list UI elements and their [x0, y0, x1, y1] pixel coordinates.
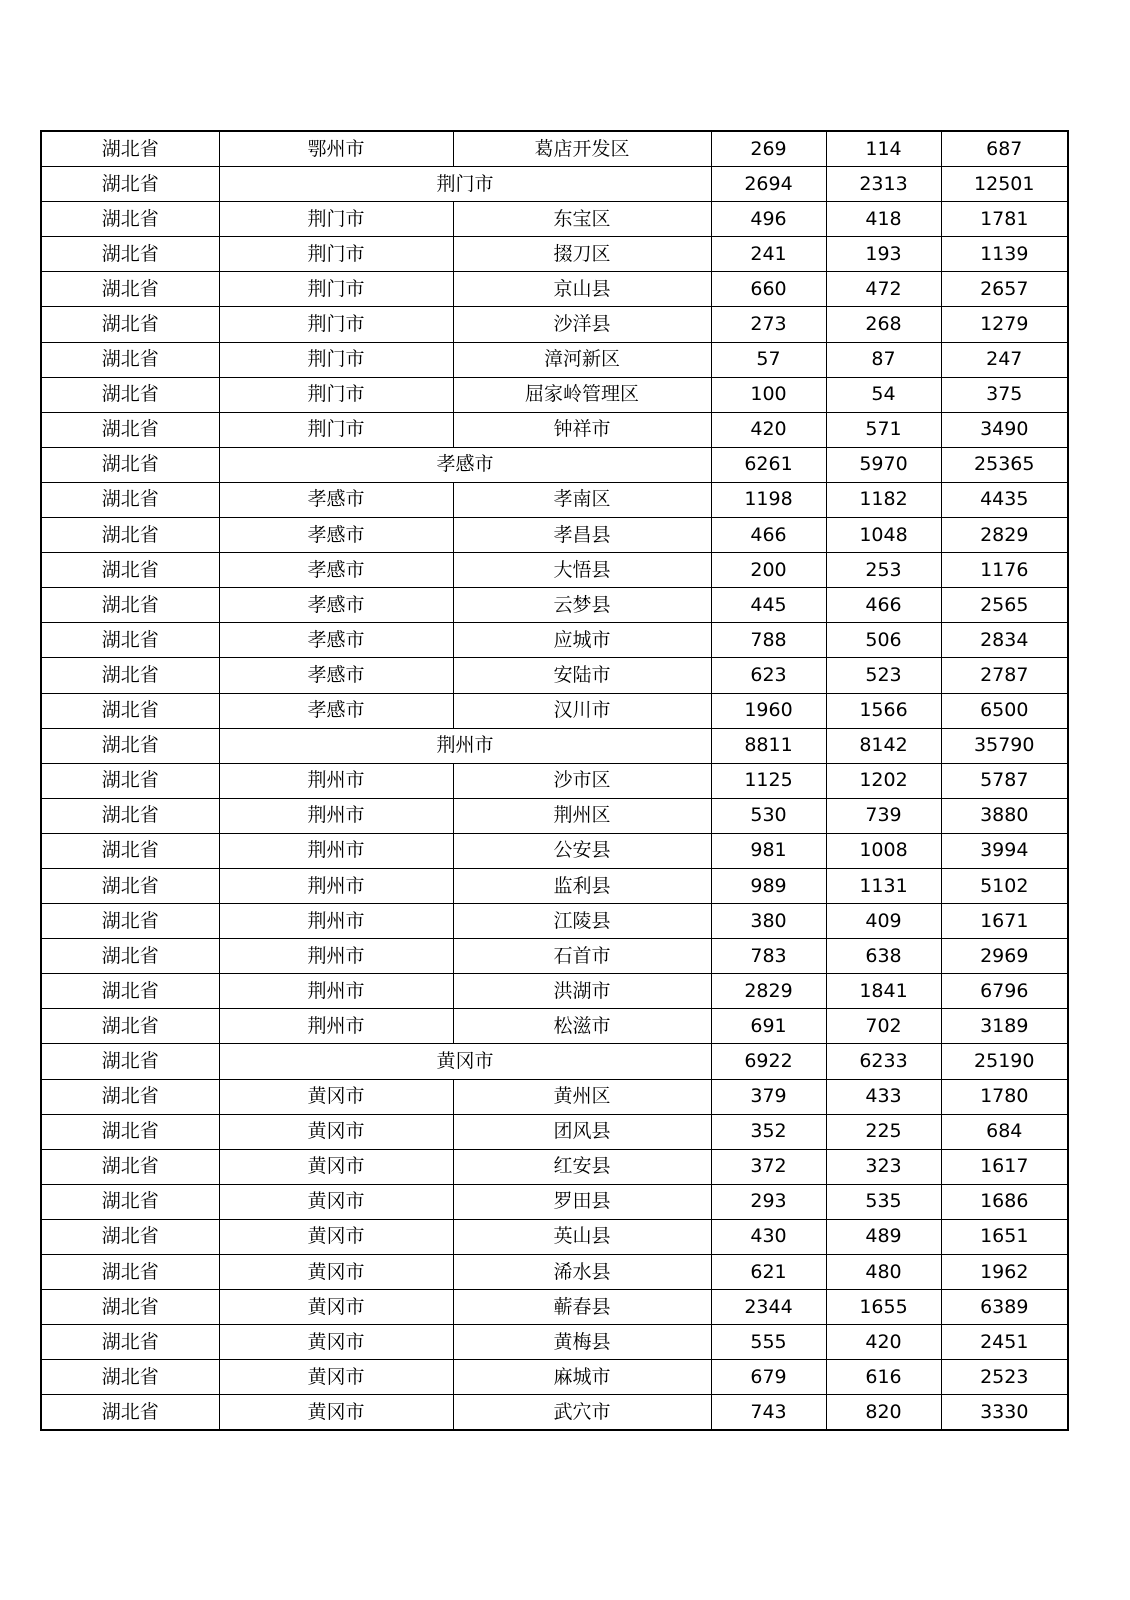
value-3-cell: 2829: [941, 518, 1068, 553]
value-3-cell: 3880: [941, 798, 1068, 833]
province-cell: 湖北省: [41, 131, 219, 167]
city-cell: 荆州市: [219, 904, 453, 939]
city-cell: 黄冈市: [219, 1395, 453, 1431]
city-cell: 孝感市: [219, 518, 453, 553]
district-cell: 黄州区: [453, 1079, 711, 1114]
district-cell: 罗田县: [453, 1184, 711, 1219]
district-cell: 沙市区: [453, 763, 711, 798]
province-cell: 湖北省: [41, 1079, 219, 1114]
value-3-cell: 6500: [941, 693, 1068, 728]
value-1-cell: 445: [711, 588, 826, 623]
province-cell: 湖北省: [41, 1219, 219, 1254]
district-cell: 英山县: [453, 1219, 711, 1254]
value-2-cell: 323: [826, 1149, 941, 1184]
city-cell: 黄冈市: [219, 1360, 453, 1395]
value-3-cell: 3994: [941, 833, 1068, 868]
district-cell: 孝南区: [453, 482, 711, 517]
province-cell: 湖北省: [41, 1009, 219, 1044]
district-cell: 监利县: [453, 868, 711, 903]
value-2-cell: 638: [826, 939, 941, 974]
value-1-cell: 623: [711, 658, 826, 693]
value-3-cell: 5102: [941, 868, 1068, 903]
province-cell: 湖北省: [41, 1184, 219, 1219]
statistics-table: [40, 130, 1069, 1431]
value-3-cell: 1962: [941, 1255, 1068, 1290]
value-3-cell: 2969: [941, 939, 1068, 974]
value-2-cell: 54: [826, 377, 941, 412]
value-3-cell: 35790: [941, 728, 1068, 763]
district-cell: 安陆市: [453, 658, 711, 693]
table-row: [41, 307, 1068, 342]
value-2-cell: 225: [826, 1114, 941, 1149]
district-cell: 葛店开发区: [453, 131, 711, 167]
district-cell: 团风县: [453, 1114, 711, 1149]
district-cell: 钟祥市: [453, 412, 711, 447]
value-3-cell: 3490: [941, 412, 1068, 447]
table-row: [41, 833, 1068, 868]
city-cell: 荆州市: [219, 974, 453, 1009]
value-3-cell: 1176: [941, 553, 1068, 588]
city-cell: 孝感市: [219, 623, 453, 658]
value-1-cell: 466: [711, 518, 826, 553]
value-3-cell: 4435: [941, 482, 1068, 517]
value-1-cell: 530: [711, 798, 826, 833]
value-1-cell: 2829: [711, 974, 826, 1009]
value-1-cell: 1198: [711, 482, 826, 517]
district-cell: 公安县: [453, 833, 711, 868]
district-cell: 沙洋县: [453, 307, 711, 342]
city-cell: 黄冈市: [219, 1219, 453, 1254]
city-cell: 黄冈市: [219, 1114, 453, 1149]
value-2-cell: 1202: [826, 763, 941, 798]
value-1-cell: 989: [711, 868, 826, 903]
city-cell: 黄冈市: [219, 1290, 453, 1325]
value-1-cell: 8811: [711, 728, 826, 763]
value-3-cell: 1651: [941, 1219, 1068, 1254]
city-cell: 荆门市: [219, 342, 453, 377]
province-cell: 湖北省: [41, 412, 219, 447]
province-cell: 湖北省: [41, 553, 219, 588]
province-cell: 湖北省: [41, 518, 219, 553]
province-cell: 湖北省: [41, 763, 219, 798]
table-row: [41, 377, 1068, 412]
value-1-cell: 273: [711, 307, 826, 342]
value-3-cell: 1279: [941, 307, 1068, 342]
value-1-cell: 6261: [711, 447, 826, 482]
city-subtotal-row: [41, 728, 1068, 763]
value-2-cell: 489: [826, 1219, 941, 1254]
value-3-cell: 1139: [941, 237, 1068, 272]
city-total-cell: 黄冈市: [219, 1044, 711, 1079]
province-cell: 湖北省: [41, 868, 219, 903]
table-row: [41, 131, 1068, 167]
city-cell: 鄂州市: [219, 131, 453, 167]
value-2-cell: 193: [826, 237, 941, 272]
table-row: [41, 658, 1068, 693]
value-3-cell: 2787: [941, 658, 1068, 693]
province-cell: 湖北省: [41, 1114, 219, 1149]
city-cell: 孝感市: [219, 588, 453, 623]
table-row: [41, 588, 1068, 623]
table-row: [41, 1360, 1068, 1395]
value-1-cell: 1125: [711, 763, 826, 798]
value-3-cell: 1686: [941, 1184, 1068, 1219]
value-3-cell: 2451: [941, 1325, 1068, 1360]
province-cell: 湖北省: [41, 1360, 219, 1395]
city-subtotal-row: [41, 1044, 1068, 1079]
value-1-cell: 691: [711, 1009, 826, 1044]
district-cell: 屈家岭管理区: [453, 377, 711, 412]
province-cell: 湖北省: [41, 1255, 219, 1290]
province-cell: 湖北省: [41, 307, 219, 342]
province-cell: 湖北省: [41, 833, 219, 868]
value-2-cell: 253: [826, 553, 941, 588]
province-cell: 湖北省: [41, 447, 219, 482]
value-2-cell: 1048: [826, 518, 941, 553]
city-cell: 黄冈市: [219, 1079, 453, 1114]
value-3-cell: 684: [941, 1114, 1068, 1149]
value-2-cell: 480: [826, 1255, 941, 1290]
value-1-cell: 660: [711, 272, 826, 307]
value-2-cell: 472: [826, 272, 941, 307]
city-cell: 荆门市: [219, 272, 453, 307]
table-row: [41, 1149, 1068, 1184]
value-2-cell: 418: [826, 202, 941, 237]
value-3-cell: 2565: [941, 588, 1068, 623]
value-2-cell: 466: [826, 588, 941, 623]
province-cell: 湖北省: [41, 939, 219, 974]
value-2-cell: 6233: [826, 1044, 941, 1079]
value-1-cell: 788: [711, 623, 826, 658]
value-2-cell: 268: [826, 307, 941, 342]
table-row: [41, 1219, 1068, 1254]
province-cell: 湖北省: [41, 798, 219, 833]
province-cell: 湖北省: [41, 693, 219, 728]
province-cell: 湖北省: [41, 974, 219, 1009]
city-cell: 孝感市: [219, 658, 453, 693]
value-2-cell: 433: [826, 1079, 941, 1114]
district-cell: 掇刀区: [453, 237, 711, 272]
value-3-cell: 2657: [941, 272, 1068, 307]
province-cell: 湖北省: [41, 377, 219, 412]
city-cell: 荆州市: [219, 868, 453, 903]
table-row: [41, 623, 1068, 658]
district-cell: 黄梅县: [453, 1325, 711, 1360]
value-2-cell: 1131: [826, 868, 941, 903]
value-1-cell: 57: [711, 342, 826, 377]
value-3-cell: 2834: [941, 623, 1068, 658]
table-row: [41, 1290, 1068, 1325]
province-cell: 湖北省: [41, 904, 219, 939]
table-row: [41, 1079, 1068, 1114]
city-total-cell: 荆州市: [219, 728, 711, 763]
value-1-cell: 1960: [711, 693, 826, 728]
province-cell: 湖北省: [41, 237, 219, 272]
province-cell: 湖北省: [41, 588, 219, 623]
value-1-cell: 293: [711, 1184, 826, 1219]
district-cell: 武穴市: [453, 1395, 711, 1431]
value-1-cell: 981: [711, 833, 826, 868]
value-3-cell: 3330: [941, 1395, 1068, 1431]
value-1-cell: 269: [711, 131, 826, 167]
value-2-cell: 87: [826, 342, 941, 377]
province-cell: 湖北省: [41, 167, 219, 202]
province-cell: 湖北省: [41, 1044, 219, 1079]
value-2-cell: 535: [826, 1184, 941, 1219]
district-cell: 麻城市: [453, 1360, 711, 1395]
district-cell: 孝昌县: [453, 518, 711, 553]
city-cell: 孝感市: [219, 553, 453, 588]
district-cell: 大悟县: [453, 553, 711, 588]
value-1-cell: 743: [711, 1395, 826, 1431]
value-2-cell: 523: [826, 658, 941, 693]
value-1-cell: 100: [711, 377, 826, 412]
city-cell: 荆州市: [219, 798, 453, 833]
city-cell: 荆州市: [219, 939, 453, 974]
value-2-cell: 114: [826, 131, 941, 167]
province-cell: 湖北省: [41, 1395, 219, 1431]
value-1-cell: 420: [711, 412, 826, 447]
value-2-cell: 1655: [826, 1290, 941, 1325]
table-row: [41, 904, 1068, 939]
district-cell: 石首市: [453, 939, 711, 974]
value-2-cell: 616: [826, 1360, 941, 1395]
table-row: [41, 1184, 1068, 1219]
city-cell: 荆州市: [219, 763, 453, 798]
city-cell: 黄冈市: [219, 1184, 453, 1219]
value-2-cell: 820: [826, 1395, 941, 1431]
value-2-cell: 1008: [826, 833, 941, 868]
value-2-cell: 739: [826, 798, 941, 833]
district-cell: 应城市: [453, 623, 711, 658]
province-cell: 湖北省: [41, 482, 219, 517]
table-row: [41, 553, 1068, 588]
value-2-cell: 1182: [826, 482, 941, 517]
district-cell: 红安县: [453, 1149, 711, 1184]
city-cell: 荆门市: [219, 412, 453, 447]
value-1-cell: 2344: [711, 1290, 826, 1325]
city-cell: 黄冈市: [219, 1149, 453, 1184]
table-row: [41, 412, 1068, 447]
value-2-cell: 2313: [826, 167, 941, 202]
province-cell: 湖北省: [41, 658, 219, 693]
district-cell: 东宝区: [453, 202, 711, 237]
value-3-cell: 2523: [941, 1360, 1068, 1395]
district-cell: 汉川市: [453, 693, 711, 728]
city-cell: 孝感市: [219, 482, 453, 517]
value-1-cell: 2694: [711, 167, 826, 202]
value-3-cell: 5787: [941, 763, 1068, 798]
table-row: [41, 798, 1068, 833]
table-row: [41, 202, 1068, 237]
value-1-cell: 783: [711, 939, 826, 974]
district-cell: 云梦县: [453, 588, 711, 623]
province-cell: 湖北省: [41, 272, 219, 307]
city-cell: 荆州市: [219, 1009, 453, 1044]
table-row: [41, 1325, 1068, 1360]
value-1-cell: 380: [711, 904, 826, 939]
district-cell: 浠水县: [453, 1255, 711, 1290]
value-3-cell: 687: [941, 131, 1068, 167]
city-subtotal-row: [41, 447, 1068, 482]
value-1-cell: 496: [711, 202, 826, 237]
table-row: [41, 939, 1068, 974]
table-row: [41, 518, 1068, 553]
province-cell: 湖北省: [41, 1149, 219, 1184]
province-cell: 湖北省: [41, 1325, 219, 1360]
table-row: [41, 342, 1068, 377]
district-cell: 松滋市: [453, 1009, 711, 1044]
value-1-cell: 555: [711, 1325, 826, 1360]
value-3-cell: 247: [941, 342, 1068, 377]
city-cell: 孝感市: [219, 693, 453, 728]
value-1-cell: 679: [711, 1360, 826, 1395]
province-cell: 湖北省: [41, 202, 219, 237]
district-cell: 漳河新区: [453, 342, 711, 377]
district-cell: 京山县: [453, 272, 711, 307]
city-cell: 荆门市: [219, 237, 453, 272]
district-cell: 荆州区: [453, 798, 711, 833]
value-1-cell: 352: [711, 1114, 826, 1149]
value-2-cell: 409: [826, 904, 941, 939]
table-row: [41, 1395, 1068, 1431]
city-cell: 荆门市: [219, 377, 453, 412]
province-cell: 湖北省: [41, 728, 219, 763]
value-2-cell: 506: [826, 623, 941, 658]
city-cell: 黄冈市: [219, 1325, 453, 1360]
value-1-cell: 621: [711, 1255, 826, 1290]
table-row: [41, 974, 1068, 1009]
table-row: [41, 1009, 1068, 1044]
value-3-cell: 6389: [941, 1290, 1068, 1325]
value-2-cell: 1841: [826, 974, 941, 1009]
value-3-cell: 25190: [941, 1044, 1068, 1079]
table-row: [41, 693, 1068, 728]
value-2-cell: 702: [826, 1009, 941, 1044]
value-2-cell: 8142: [826, 728, 941, 763]
city-cell: 荆门市: [219, 307, 453, 342]
district-cell: 蕲春县: [453, 1290, 711, 1325]
table-row: [41, 868, 1068, 903]
city-cell: 荆州市: [219, 833, 453, 868]
province-cell: 湖北省: [41, 1290, 219, 1325]
table-row: [41, 1255, 1068, 1290]
table-row: [41, 237, 1068, 272]
province-cell: 湖北省: [41, 623, 219, 658]
value-1-cell: 372: [711, 1149, 826, 1184]
value-3-cell: 12501: [941, 167, 1068, 202]
value-3-cell: 1617: [941, 1149, 1068, 1184]
value-1-cell: 6922: [711, 1044, 826, 1079]
table-body: [41, 131, 1068, 1430]
value-3-cell: 6796: [941, 974, 1068, 1009]
value-2-cell: 571: [826, 412, 941, 447]
value-3-cell: 1780: [941, 1079, 1068, 1114]
value-1-cell: 200: [711, 553, 826, 588]
city-total-cell: 孝感市: [219, 447, 711, 482]
table-row: [41, 763, 1068, 798]
value-3-cell: 375: [941, 377, 1068, 412]
value-2-cell: 420: [826, 1325, 941, 1360]
value-3-cell: 25365: [941, 447, 1068, 482]
table-row: [41, 272, 1068, 307]
value-2-cell: 5970: [826, 447, 941, 482]
city-cell: 荆门市: [219, 202, 453, 237]
value-2-cell: 1566: [826, 693, 941, 728]
district-cell: 洪湖市: [453, 974, 711, 1009]
value-3-cell: 1781: [941, 202, 1068, 237]
value-1-cell: 430: [711, 1219, 826, 1254]
city-total-cell: 荆门市: [219, 167, 711, 202]
value-1-cell: 241: [711, 237, 826, 272]
district-cell: 江陵县: [453, 904, 711, 939]
city-cell: 黄冈市: [219, 1255, 453, 1290]
value-3-cell: 1671: [941, 904, 1068, 939]
province-cell: 湖北省: [41, 342, 219, 377]
table-row: [41, 482, 1068, 517]
city-subtotal-row: [41, 167, 1068, 202]
value-3-cell: 3189: [941, 1009, 1068, 1044]
table-row: [41, 1114, 1068, 1149]
value-1-cell: 379: [711, 1079, 826, 1114]
